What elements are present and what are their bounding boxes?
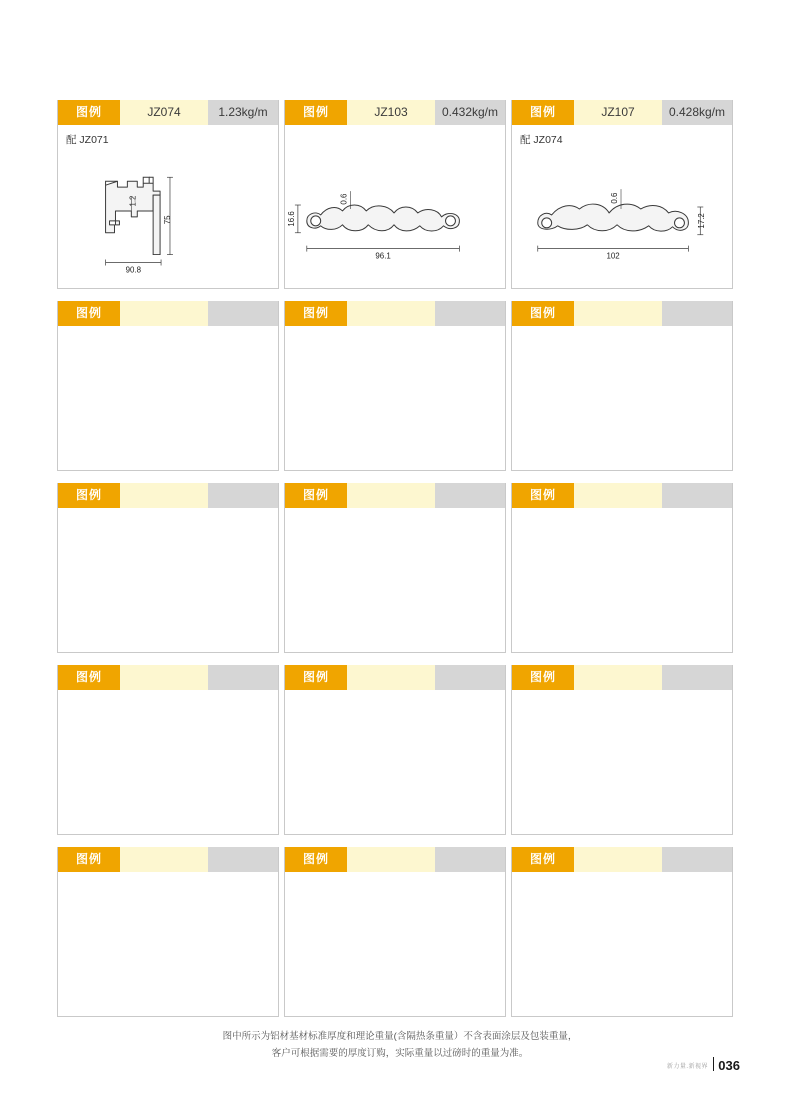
product-weight: 0.428kg/m [662,100,732,125]
product-code: JZ074 [120,100,208,125]
card-body [285,690,505,834]
product-weight [662,847,732,872]
product-weight: 0.432kg/m [435,100,505,125]
footnote-line-1: 图中所示为铝材基材标准厚度和理论重量(含隔热条重量）不含表面涂层及包装重量， [222,1031,578,1042]
card-header [512,847,732,872]
product-code [574,301,662,326]
card-header [512,665,732,690]
legend-label: 图例 [58,847,120,872]
dim-height: 16.6 [286,211,296,227]
profile-drawing-jz103 [285,125,505,288]
product-row [57,301,733,471]
dim-thickness: 0.6 [339,193,349,205]
product-row [57,665,733,835]
product-code [120,665,208,690]
product-weight [435,665,505,690]
product-weight [435,847,505,872]
product-weight [208,301,278,326]
product-code: JZ103 [347,100,435,125]
dim-height: 17.2 [697,213,707,229]
card-header [58,100,278,125]
product-card[interactable] [284,301,506,471]
card-body [58,872,278,1016]
page-number-divider [713,1057,714,1071]
card-body [512,508,732,652]
product-card[interactable] [511,483,733,653]
product-card[interactable] [511,100,733,289]
product-card[interactable] [284,100,506,289]
dim-thickness: 1.2 [128,195,138,207]
product-weight [208,847,278,872]
card-header [58,483,278,508]
card-header [58,301,278,326]
product-weight [662,301,732,326]
legend-label: 图例 [285,301,347,326]
legend-label: 图例 [58,483,120,508]
card-header [512,483,732,508]
footnote [0,1028,800,1062]
legend-label: 图例 [58,665,120,690]
legend-label: 图例 [285,483,347,508]
product-card[interactable] [511,665,733,835]
product-code [120,483,208,508]
product-code [347,847,435,872]
legend-label: 图例 [285,665,347,690]
legend-label: 图例 [512,100,574,125]
product-row [57,847,733,1017]
product-card[interactable] [511,301,733,471]
product-row [57,100,733,289]
card-body [512,125,732,288]
legend-label: 图例 [512,483,574,508]
card-body [58,326,278,470]
product-code: JZ107 [574,100,662,125]
card-body [58,125,278,288]
product-code [574,665,662,690]
product-code [574,483,662,508]
card-body [512,872,732,1016]
card-note: 配 JZ071 [66,134,109,146]
legend-label: 图例 [285,100,347,125]
brand-tagline: 新力量.新视界 [666,1064,708,1070]
product-card[interactable] [57,665,279,835]
card-header [58,847,278,872]
card-body [512,326,732,470]
card-header [285,483,505,508]
product-weight [208,665,278,690]
card-body [285,326,505,470]
product-card[interactable] [57,483,279,653]
product-weight [662,665,732,690]
card-note: 配 JZ074 [520,134,563,146]
page-number: 036 [718,1058,740,1073]
card-header [512,301,732,326]
card-header [285,301,505,326]
card-body [285,872,505,1016]
dim-width: 96.1 [375,251,391,261]
card-body [58,690,278,834]
card-header [285,847,505,872]
legend-label: 图例 [285,847,347,872]
dim-height: 75 [162,215,172,225]
product-card[interactable] [284,665,506,835]
product-code [347,301,435,326]
product-card[interactable] [284,483,506,653]
card-body [285,125,505,288]
product-weight [435,301,505,326]
product-weight [662,483,732,508]
card-header [285,100,505,125]
card-body [512,690,732,834]
product-weight: 1.23kg/m [208,100,278,125]
product-code [120,847,208,872]
product-weight [208,483,278,508]
product-code [574,847,662,872]
product-card[interactable] [57,100,279,289]
dim-thickness: 0.6 [610,192,620,204]
legend-label: 图例 [512,665,574,690]
product-code [120,301,208,326]
legend-label: 图例 [512,847,574,872]
product-weight [435,483,505,508]
profile-drawing-jz074 [58,125,278,288]
product-code [347,665,435,690]
product-card[interactable] [284,847,506,1017]
card-body [285,508,505,652]
product-card[interactable] [57,301,279,471]
legend-label: 图例 [512,301,574,326]
dim-width: 90.8 [125,265,142,275]
product-grid [57,100,733,1029]
card-header [58,665,278,690]
product-code [347,483,435,508]
product-card[interactable] [511,847,733,1017]
product-card[interactable] [57,847,279,1017]
dim-width: 102 [606,251,620,261]
profile-drawing-jz107 [512,125,732,288]
card-body [58,508,278,652]
card-header [285,665,505,690]
product-row [57,483,733,653]
legend-label: 图例 [58,301,120,326]
footnote-line-2: 客户可根据需要的厚度订购，实际重量以过磅时的重量为准。 [271,1048,529,1059]
card-header [512,100,732,125]
legend-label: 图例 [58,100,120,125]
